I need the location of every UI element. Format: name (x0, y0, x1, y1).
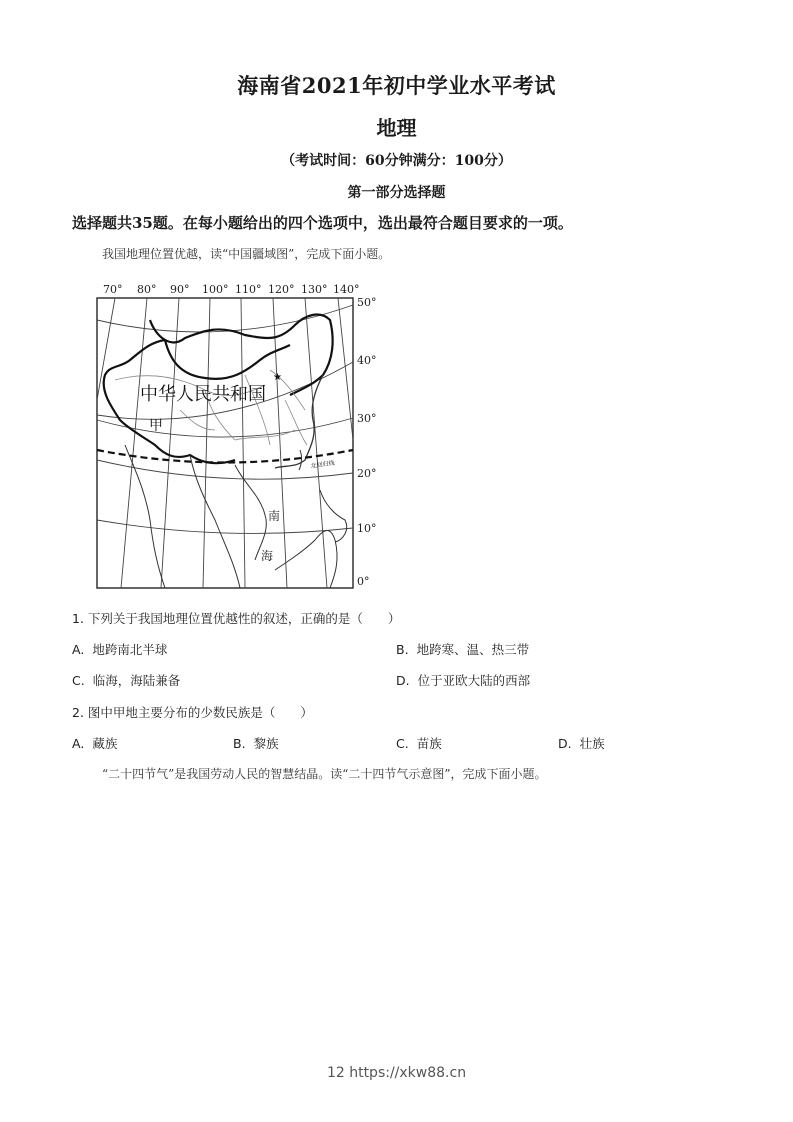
option-text: 地跨寒、温、热三带 (416, 642, 530, 657)
lat-label: 40° (357, 354, 377, 367)
lon-label: 120° (268, 283, 295, 296)
country-label: 中华人民共和国 (140, 384, 266, 405)
q1-option-a[interactable] (72, 640, 167, 658)
option-text: 地跨南北半球 (92, 642, 168, 657)
option-letter: D. (396, 673, 410, 688)
sea-label-nan: 南 (268, 509, 281, 523)
option-text: 苗族 (416, 736, 442, 751)
lat-label: 30° (357, 412, 377, 425)
lat-label: 20° (357, 467, 377, 480)
lon-label: 80° (137, 283, 157, 296)
option-letter: C. (72, 673, 85, 688)
lat-label: 50° (357, 296, 377, 309)
capital-star-icon: ★ (273, 372, 282, 383)
exam-info: （考试时间：60分钟满分：100分） (281, 153, 512, 169)
instructions: 选择题共35题。在每小题给出的四个选项中，选出最符合题目要求的一项。 (72, 214, 573, 232)
q1-option-c[interactable] (72, 671, 180, 689)
question-1-stem: 1. 下列关于我国地理位置优越性的叙述，正确的是（ ） (72, 611, 401, 626)
lat-label: 0° (357, 575, 370, 588)
question-group-intro: 我国地理位置优越，读“中国疆域图”，完成下面小题。 (102, 247, 391, 261)
q1-option-d[interactable] (396, 671, 530, 689)
question-group-intro-2: “二十四节气”是我国劳动人民的智慧结晶。读“二十四节气示意图”，完成下面小题。 (102, 767, 547, 781)
lon-label: 100° (202, 283, 229, 296)
point-label-jia: 甲 (149, 418, 163, 434)
lon-label: 140° (333, 283, 360, 296)
q2-option-d[interactable] (558, 734, 605, 752)
section-heading: 第一部分选择题 (347, 185, 446, 201)
tropic-label: 北回归线 (310, 459, 336, 470)
q2-option-b[interactable] (233, 734, 279, 752)
option-text: 临海，海陆兼备 (92, 673, 181, 688)
option-text: 位于亚欧大陆的西部 (417, 673, 531, 688)
lon-label: 130° (301, 283, 328, 296)
lon-label: 90° (170, 283, 190, 296)
option-text: 壮族 (579, 736, 605, 751)
q1-option-b[interactable] (396, 640, 529, 658)
option-letter: C. (396, 736, 409, 751)
q2-option-a[interactable] (72, 734, 117, 752)
option-text: 黎族 (253, 736, 279, 751)
exam-title: 海南省2021年初中学业水平考试 (237, 73, 556, 98)
sea-label-hai: 海 (261, 549, 274, 563)
option-letter: B. (396, 642, 409, 657)
lon-label: 110° (235, 283, 262, 296)
lat-label: 10° (357, 522, 377, 535)
q2-option-c[interactable] (396, 734, 442, 752)
option-text: 藏族 (92, 736, 118, 751)
option-letter: B. (233, 736, 246, 751)
option-letter: A. (72, 736, 85, 751)
question-2-stem: 2. 图中甲地主要分布的少数民族是（ ） (72, 705, 313, 720)
page-footer: 12 https://xkw88.cn (326, 1065, 467, 1081)
option-letter: A. (72, 642, 85, 657)
lon-label: 70° (103, 283, 123, 296)
subject-title: 地理 (376, 116, 417, 140)
china-territory-map (95, 280, 385, 590)
option-letter: D. (558, 736, 572, 751)
